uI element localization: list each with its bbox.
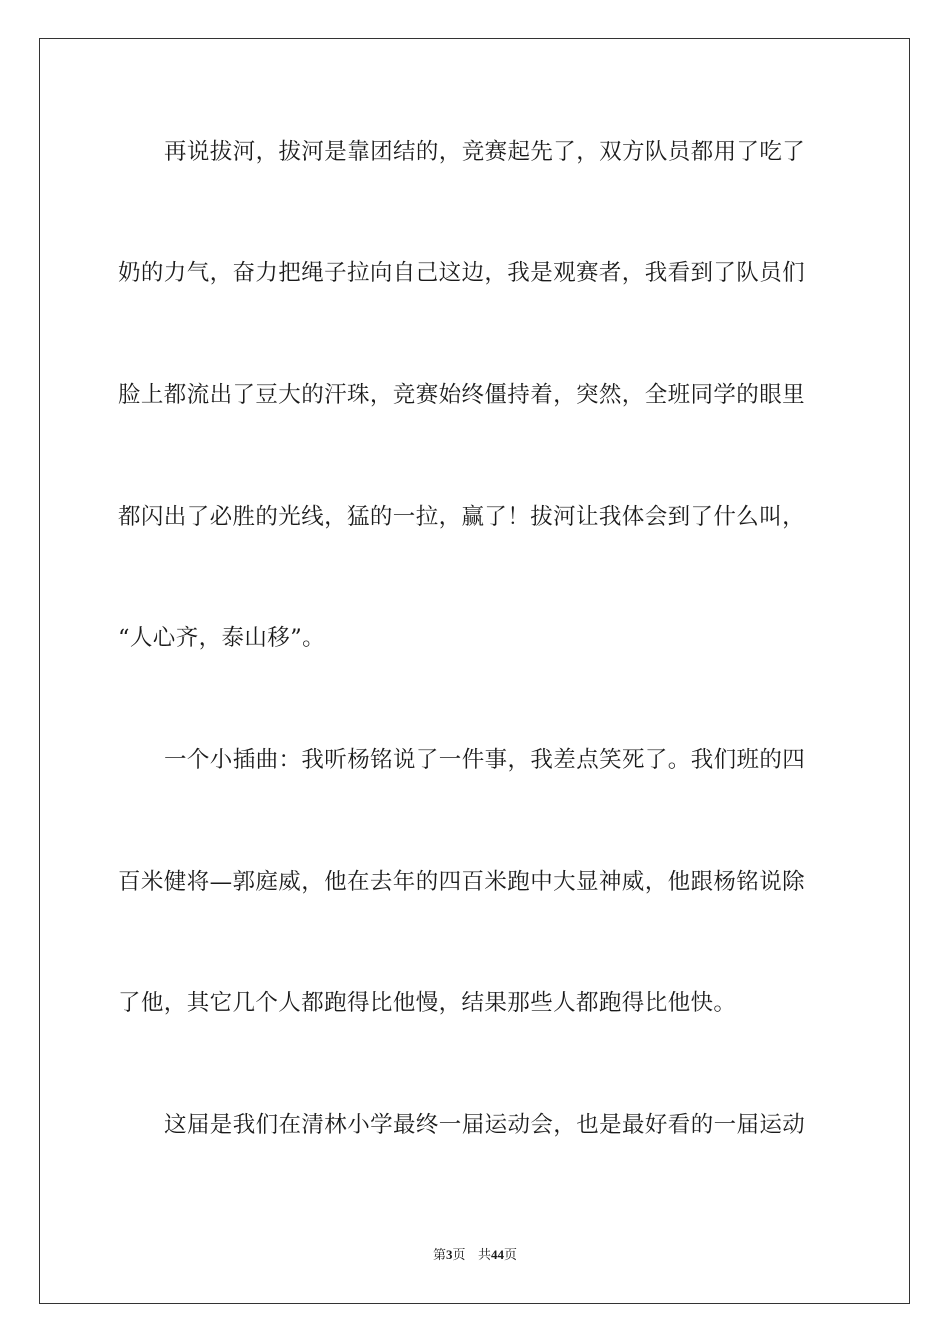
total-prefix: 共 [477, 1248, 491, 1263]
text-line: 都闪出了必胜的光线，猛的一拉，赢了！拔河让我体会到了什么叫， [118, 504, 806, 530]
text-line: “人心齐，泰山移”。 [118, 625, 326, 651]
page-suffix: 页 [452, 1248, 466, 1263]
page-number: 3 [446, 1247, 453, 1262]
text-line: 脸上都流出了豆大的汗珠，竞赛始终僵持着，突然，全班同学的眼里 [118, 382, 806, 408]
total-suffix: 页 [503, 1248, 517, 1263]
page-prefix: 第 [433, 1248, 447, 1263]
text-line: 奶的力气，奋力把绳子拉向自己这边，我是观赛者，我看到了队员们 [118, 260, 806, 286]
text-line: 一个小插曲：我听杨铭说了一件事，我差点笑死了。我们班的四 [164, 747, 806, 773]
text-line: 再说拔河，拔河是靠团结的，竞赛起先了，双方队员都用了吃了 [164, 139, 806, 165]
text-line: 百米健将—郭庭威，他在去年的四百米跑中大显神威，他跟杨铭说除 [118, 869, 806, 895]
page-footer [0, 1246, 950, 1265]
text-line: 这届是我们在清林小学最终一届运动会，也是最好看的一届运动 [164, 1112, 806, 1138]
total-pages: 44 [490, 1247, 504, 1262]
text-line: 了他，其它几个人都跑得比他慢，结果那些人都跑得比他快。 [118, 990, 737, 1016]
